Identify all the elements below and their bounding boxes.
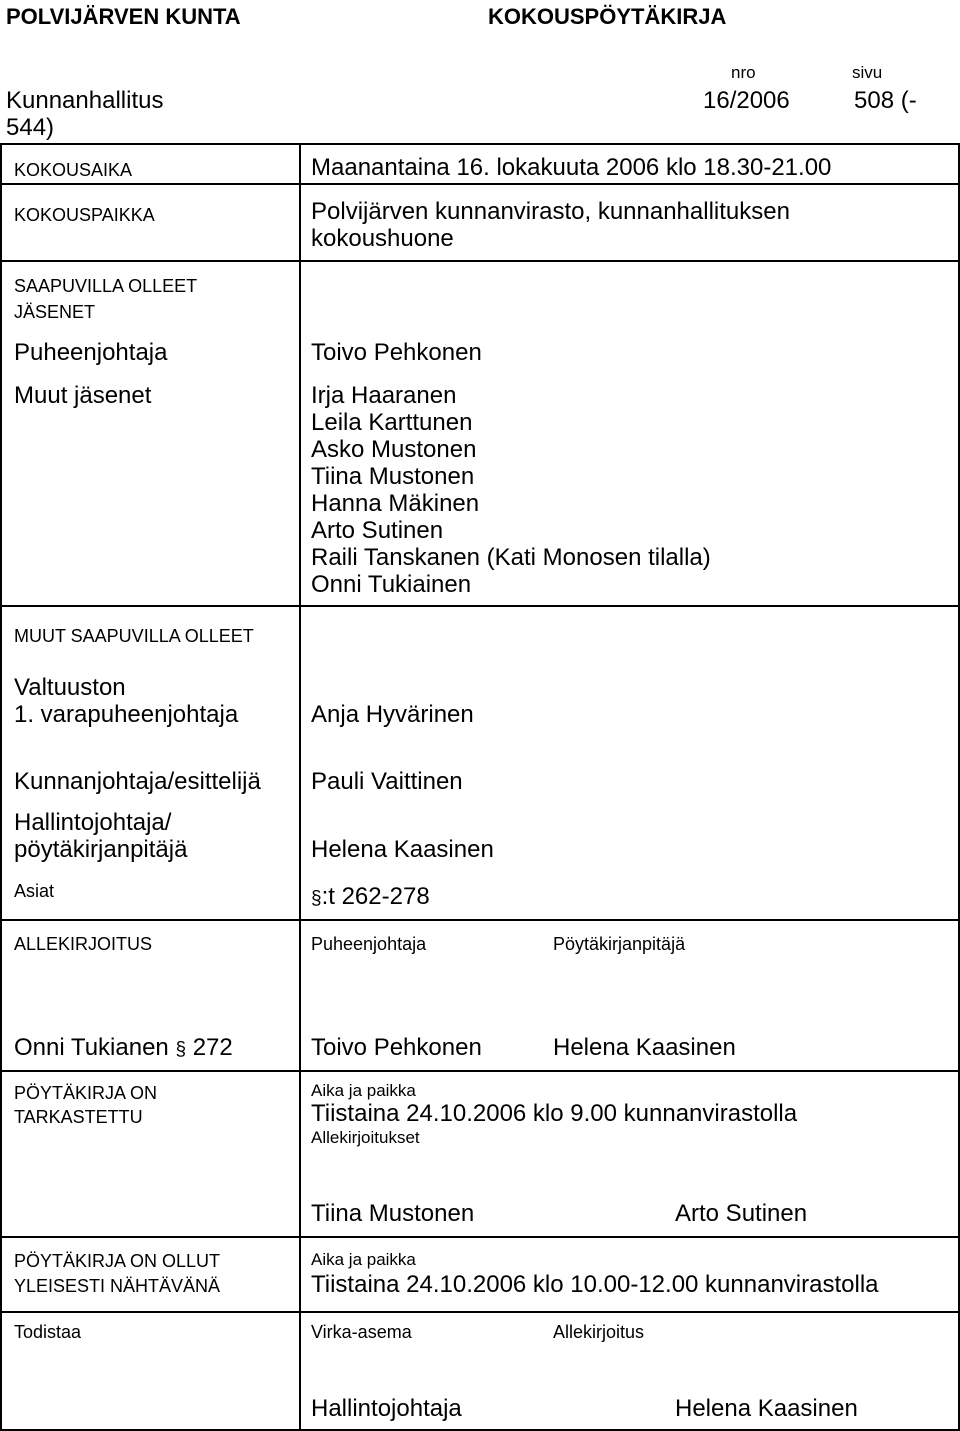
top-border: [0, 143, 960, 145]
member-name: Irja Haaranen: [311, 382, 457, 409]
signature-extra: [14, 1034, 233, 1063]
public-label: PÖYTÄKIRJA ON OLLUT: [14, 1251, 221, 1271]
vice-chair-name: Anja Hyvärinen: [311, 701, 474, 728]
signature-chair-name: Toivo Pehkonen: [311, 1034, 482, 1061]
checked-signatures-label: Allekirjoitukset: [311, 1128, 420, 1147]
vice-chair-label: Valtuuston: [14, 674, 126, 701]
row-divider: [0, 605, 960, 607]
meeting-place-value-cont: kokoushuone: [311, 225, 454, 252]
signature-label: ALLEKIRJOITUS: [14, 934, 153, 954]
secretary-label: Hallintojohtaja/: [14, 809, 172, 836]
certify-position-value: Hallintojohtaja: [311, 1395, 462, 1422]
member-name: Leila Karttunen: [311, 409, 473, 436]
meeting-time-label: KOKOUSAIKA: [14, 160, 133, 180]
certify-signature-label: Allekirjoitus: [553, 1322, 645, 1342]
meeting-place-label: KOKOUSPAIKKA: [14, 205, 155, 225]
items-value: [311, 883, 430, 912]
other-members-list: [311, 382, 711, 598]
member-name: Asko Mustonen: [311, 436, 477, 463]
secretary-label-cont: pöytäkirjanpitäjä: [14, 836, 188, 863]
member-name: Onni Tukiainen: [311, 571, 472, 598]
manager-label: Kunnanjohtaja/esittelijä: [14, 768, 261, 795]
manager-name: Pauli Vaittinen: [311, 768, 463, 795]
checker-name-2: Arto Sutinen: [675, 1200, 808, 1227]
certify-position-label: Virka-asema: [311, 1322, 412, 1342]
public-label-cont: YLEISESTI NÄHTÄVÄNÄ: [14, 1276, 221, 1296]
members-section-label-cont: JÄSENET: [14, 302, 96, 322]
certify-signature-value: Helena Kaasinen: [675, 1395, 858, 1422]
checked-time-place-label: Aika ja paikka: [311, 1081, 416, 1100]
row-divider: [0, 1236, 960, 1238]
checker-name-1: Tiina Mustonen: [311, 1200, 475, 1227]
others-present-label: MUUT SAAPUVILLA OLLEET: [14, 626, 254, 646]
row-divider: [0, 1311, 960, 1313]
member-name: Tiina Mustonen: [311, 463, 475, 490]
vice-chair-label-cont: 1. varapuheenjohtaja: [14, 701, 239, 728]
signature-secretary-name: Helena Kaasinen: [553, 1034, 736, 1061]
municipality-title: POLVIJÄRVEN KUNTA: [6, 4, 241, 29]
checked-label: PÖYTÄKIRJA ON: [14, 1083, 158, 1103]
section-symbol: §: [311, 888, 322, 909]
chair-name: Toivo Pehkonen: [311, 339, 482, 366]
extra-number: 272: [192, 1034, 233, 1061]
other-members-label: Muut jäsenet: [14, 382, 152, 409]
member-name: Arto Sutinen: [311, 517, 444, 544]
body-name: Kunnanhallitus: [6, 87, 164, 114]
row-divider: [0, 260, 960, 262]
extra-name: Onni Tukianen: [14, 1034, 169, 1061]
secretary-name: Helena Kaasinen: [311, 836, 494, 863]
signature-chair-label: Puheenjohtaja: [311, 934, 427, 954]
members-section-label: SAAPUVILLA OLLEET: [14, 276, 198, 296]
document-type-title: KOKOUSPÖYTÄKIRJA: [488, 4, 727, 29]
section-symbol: §: [175, 1039, 187, 1060]
row-divider: [0, 1070, 960, 1072]
member-name: Raili Tanskanen (Kati Monosen tilalla): [311, 544, 711, 571]
meeting-place-value: Polvijärven kunnanvirasto, kunnanhallituksen: [311, 198, 790, 225]
nro-label: nro: [731, 63, 756, 82]
checked-label-cont: TARKASTETTU: [14, 1107, 143, 1127]
chair-label: Puheenjohtaja: [14, 339, 168, 366]
checked-time-place-value: Tiistaina 24.10.2006 klo 9.00 kunnanvirastolla: [311, 1100, 798, 1127]
public-time-place-label: Aika ja paikka: [311, 1250, 416, 1269]
items-range: :t 262-278: [321, 883, 430, 910]
public-time-place-value: Tiistaina 24.10.2006 klo 10.00-12.00 kunnanvirastolla: [311, 1271, 879, 1298]
signature-secretary-label: Pöytäkirjanpitäjä: [553, 934, 686, 954]
nro-value: 16/2006: [703, 87, 790, 114]
sivu-label: sivu: [852, 63, 883, 82]
items-label: Asiat: [14, 881, 55, 901]
row-divider: [0, 919, 960, 921]
meeting-time-value: Maanantaina 16. lokakuuta 2006 klo 18.30-21.00: [311, 154, 832, 181]
row-divider: [0, 183, 960, 185]
sivu-value-continued: 544): [6, 114, 55, 141]
sivu-value: 508 (-: [854, 87, 917, 114]
member-name: Hanna Mäkinen: [311, 490, 480, 517]
certify-label: Todistaa: [14, 1322, 82, 1342]
